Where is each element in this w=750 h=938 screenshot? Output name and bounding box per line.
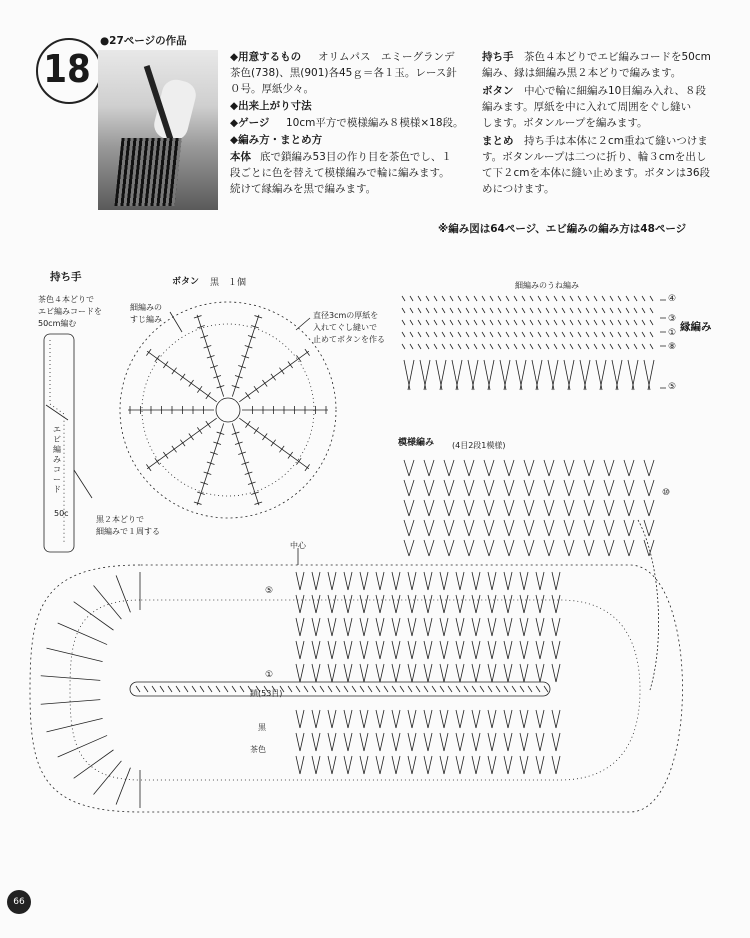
handle-cord-outline [44,334,74,552]
pattern-diagram-sub: (4目2段1模様) [452,441,506,450]
method-body-label: 本体 [230,151,251,163]
body-chain: 鎖(53目) [250,689,283,698]
cord-length: 50c [54,509,69,518]
edge-row-5: ⑤ [668,382,677,392]
pattern-diagram-title: 模様編み [398,438,435,448]
finish-line1: 持ち手は本体に２cm重ねて縫いつけま [524,135,708,147]
button-right2: 入れてぐし縫いで [313,323,377,332]
body-row5: ⑤ [265,586,274,596]
edge-row-8: ⑧ [668,342,677,352]
handle-line2: 編み、縁は細編み黒２本どりで編みます。 [482,67,682,79]
body-center: 中心 [290,541,306,550]
handle-note2: エビ編みコードを [38,307,102,316]
cord-label: エビ編みコード [53,425,61,494]
handle-edge2: 細編みで１周する [96,527,160,536]
finished-size-title: ◆出来上がり寸法 [230,100,312,112]
button-left1: 細編みの [130,303,162,312]
gauge-title: ◆ゲージ [230,117,270,129]
edge-row-3: ③ [668,314,677,324]
materials-yarn: オリムパス エミーグランデ [318,51,455,63]
materials-line2: 茶色(738)、黒(901)各45ｇ＝各１玉。レース針 [230,67,457,79]
pattern-number: 18 [43,47,91,91]
edge-diagram-title: 細編みのうね編み [515,281,579,290]
button-chart [120,302,336,518]
handle-label: 持ち手 [482,51,514,63]
handle-edge1: 黒２本どりで [96,515,144,524]
page-number: 66 [7,890,31,914]
handle-diagram-title: 持ち手 [50,271,82,283]
materials-line3: ０号。厚紙少々。 [230,83,314,95]
button-line1: 中心で輪に細編み10目編み入れ、８段 [524,85,706,97]
button-label: ボタン [482,85,514,97]
button-left2: すじ編み [130,315,162,324]
body-row1: ① [265,670,274,680]
button-line3: します。ボタンループを編みます。 [482,117,648,129]
gauge-text: 10cm平方で模様編み８模様×18段。 [286,117,464,129]
button-right1: 直径3cmの厚紙を [313,311,379,320]
method-body-line2: 段ごとに色を替えて模様編みで輪に編みます。 [230,167,450,179]
finish-line3: て下２cmを本体に縫い止めます。ボタンは36段 [482,167,711,179]
finish-label: まとめ [482,135,514,147]
finish-line4: めにつけます。 [482,183,555,195]
button-diagram-count: １個 [228,278,247,288]
body-brown: 茶色 [250,745,266,754]
handle-note3: 50cm編む [38,319,77,328]
method-title: ◆編み方・まとめ方 [230,134,323,146]
button-right3: 止めてボタンを作る [313,335,385,344]
reference-note: ※編み図は64ページ、エビ編みの編み方は48ページ [438,223,687,235]
method-body-line1: 底で鎖編み53目の作り目を茶色でし、１ [260,151,452,163]
finish-line2: す。ボタンループは二つに折り、輪３cmを出し [482,151,707,163]
edge-chart [402,296,654,390]
body-chart [30,520,683,812]
edge-diagram-label: 縁編み [680,321,712,333]
edge-row-1: ① [668,328,677,338]
button-diagram-color: 黒 [210,278,220,288]
edge-row-4: ④ [668,294,677,304]
pattern-chart [404,460,654,556]
method-body-line3: 続けて縁編みを黒で編みます。 [230,183,377,195]
handle-line1: 茶色４本どりでエビ編みコードを50cm [524,51,711,63]
handle-note1: 茶色４本どりで [38,295,94,304]
materials-title: ◆用意するもの [230,51,302,63]
body-black: 黒 [258,723,266,732]
page-reference: ●27ページの作品 [100,35,187,47]
pattern-row-marker: ⑩ [662,488,671,498]
button-line2: 編みます。厚紙を中に入れて周囲をぐし縫い [482,101,692,113]
button-diagram-title: ボタン [172,277,200,287]
